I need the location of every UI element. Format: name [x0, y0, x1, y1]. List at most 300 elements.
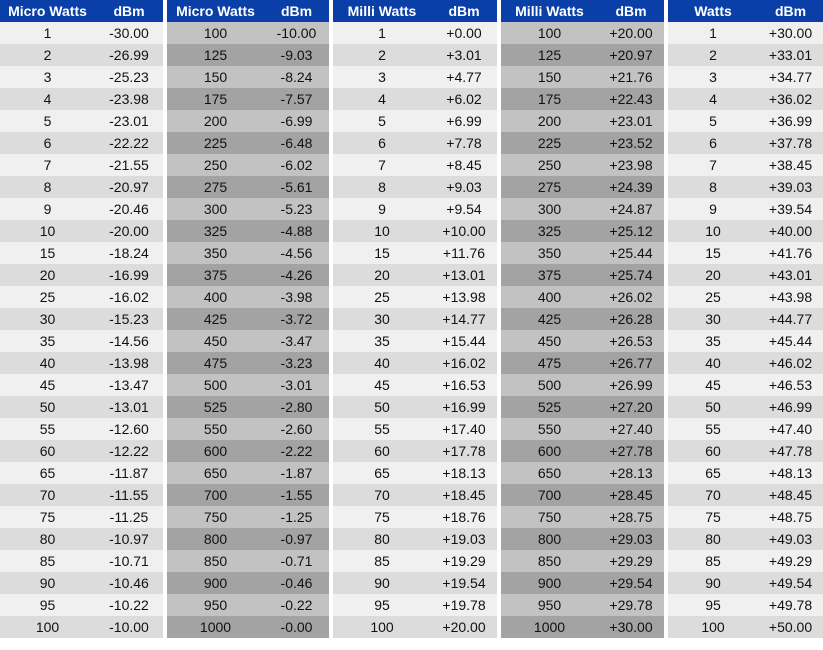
dbm-value-cell: -5.61 — [264, 176, 329, 198]
dbm-value-cell: +24.39 — [598, 176, 664, 198]
dbm-value-cell: +28.45 — [598, 484, 664, 506]
power-value-cell: 35 — [333, 330, 431, 352]
power-value-cell: 2 — [0, 44, 95, 66]
dbm-value-cell: +15.44 — [431, 330, 497, 352]
power-value-cell: 65 — [333, 462, 431, 484]
dbm-value-cell: +25.12 — [598, 220, 664, 242]
power-value-cell: 400 — [167, 286, 264, 308]
power-value-cell: 850 — [501, 550, 598, 572]
power-value-cell: 450 — [167, 330, 264, 352]
dbm-value-cell: +37.78 — [758, 132, 823, 154]
dbm-value-cell: +29.29 — [598, 550, 664, 572]
dbm-value-cell: +24.87 — [598, 198, 664, 220]
table-row — [0, 264, 823, 286]
dbm-value-cell: -1.87 — [264, 462, 329, 484]
power-value-cell: 60 — [0, 440, 95, 462]
dbm-value-cell: +4.77 — [431, 66, 497, 88]
power-value-cell: 70 — [333, 484, 431, 506]
dbm-value-cell: -16.02 — [95, 286, 163, 308]
power-value-cell: 50 — [333, 396, 431, 418]
table-row — [0, 440, 823, 462]
power-value-cell: 350 — [501, 242, 598, 264]
table-row — [0, 308, 823, 330]
table-row — [0, 550, 823, 572]
header-row — [0, 0, 823, 22]
dbm-value-cell: +26.02 — [598, 286, 664, 308]
dbm-value-cell: +21.76 — [598, 66, 664, 88]
table-body — [0, 22, 823, 638]
dbm-value-cell: -3.01 — [264, 374, 329, 396]
power-value-cell: 25 — [668, 286, 758, 308]
dbm-value-cell: +48.75 — [758, 506, 823, 528]
dbm-value-cell: +13.01 — [431, 264, 497, 286]
power-value-cell: 8 — [333, 176, 431, 198]
power-value-cell: 600 — [167, 440, 264, 462]
dbm-value-cell: +39.03 — [758, 176, 823, 198]
dbm-value-cell: -23.01 — [95, 110, 163, 132]
dbm-value-cell: +39.54 — [758, 198, 823, 220]
power-value-cell: 65 — [668, 462, 758, 484]
dbm-value-cell: -13.98 — [95, 352, 163, 374]
dbm-value-cell: +6.99 — [431, 110, 497, 132]
power-value-cell: 225 — [167, 132, 264, 154]
dbm-value-cell: +11.76 — [431, 242, 497, 264]
power-value-cell: 15 — [668, 242, 758, 264]
power-value-cell: 1 — [668, 22, 758, 44]
dbm-header: dBm — [598, 0, 664, 22]
power-value-cell: 150 — [501, 66, 598, 88]
table-row — [0, 572, 823, 594]
power-value-cell: 3 — [0, 66, 95, 88]
power-value-cell: 45 — [668, 374, 758, 396]
dbm-value-cell: +28.13 — [598, 462, 664, 484]
dbm-value-cell: +16.99 — [431, 396, 497, 418]
power-value-cell: 425 — [501, 308, 598, 330]
dbm-value-cell: +46.99 — [758, 396, 823, 418]
power-value-cell: 1 — [333, 22, 431, 44]
dbm-value-cell: -2.22 — [264, 440, 329, 462]
table-row — [0, 198, 823, 220]
dbm-value-cell: +49.54 — [758, 572, 823, 594]
power-value-cell: 650 — [501, 462, 598, 484]
dbm-value-cell: -10.71 — [95, 550, 163, 572]
power-value-cell: 40 — [668, 352, 758, 374]
power-value-cell: 35 — [668, 330, 758, 352]
power-value-cell: 35 — [0, 330, 95, 352]
dbm-value-cell: +26.28 — [598, 308, 664, 330]
power-value-cell: 4 — [668, 88, 758, 110]
dbm-value-cell: -25.23 — [95, 66, 163, 88]
table-row — [0, 22, 823, 44]
power-value-cell: 60 — [668, 440, 758, 462]
table-row — [0, 66, 823, 88]
power-value-cell: 275 — [167, 176, 264, 198]
dbm-value-cell: +7.78 — [431, 132, 497, 154]
power-value-cell: 175 — [501, 88, 598, 110]
power-value-cell: 70 — [0, 484, 95, 506]
power-value-cell: 5 — [333, 110, 431, 132]
dbm-value-cell: +9.03 — [431, 176, 497, 198]
dbm-value-cell: +30.00 — [758, 22, 823, 44]
dbm-value-cell: -6.99 — [264, 110, 329, 132]
dbm-value-cell: +9.54 — [431, 198, 497, 220]
table-row — [0, 396, 823, 418]
power-value-cell: 90 — [333, 572, 431, 594]
power-value-cell: 900 — [501, 572, 598, 594]
power-value-cell: 20 — [333, 264, 431, 286]
dbm-value-cell: +23.98 — [598, 154, 664, 176]
power-value-cell: 9 — [333, 198, 431, 220]
power-value-cell: 750 — [501, 506, 598, 528]
table-row — [0, 506, 823, 528]
dbm-value-cell: -0.71 — [264, 550, 329, 572]
dbm-value-cell: +38.45 — [758, 154, 823, 176]
power-value-cell: 30 — [333, 308, 431, 330]
power-value-cell: 500 — [167, 374, 264, 396]
dbm-value-cell: +8.45 — [431, 154, 497, 176]
dbm-value-cell: +29.03 — [598, 528, 664, 550]
power-value-cell: 50 — [0, 396, 95, 418]
power-value-cell: 25 — [0, 286, 95, 308]
dbm-value-cell: -6.02 — [264, 154, 329, 176]
power-value-cell: 200 — [167, 110, 264, 132]
dbm-value-cell: -11.25 — [95, 506, 163, 528]
dbm-value-cell: +43.98 — [758, 286, 823, 308]
power-value-cell: 750 — [167, 506, 264, 528]
dbm-value-cell: -1.55 — [264, 484, 329, 506]
dbm-value-cell: +18.13 — [431, 462, 497, 484]
power-value-cell: 1000 — [167, 616, 264, 638]
dbm-value-cell: +23.52 — [598, 132, 664, 154]
dbm-value-cell: -8.24 — [264, 66, 329, 88]
dbm-value-cell: +48.45 — [758, 484, 823, 506]
power-value-cell: 950 — [501, 594, 598, 616]
power-value-cell: 10 — [0, 220, 95, 242]
dbm-value-cell: +19.29 — [431, 550, 497, 572]
power-value-cell: 95 — [668, 594, 758, 616]
power-value-cell: 800 — [167, 528, 264, 550]
dbm-value-cell: +6.02 — [431, 88, 497, 110]
power-value-cell: 100 — [0, 616, 95, 638]
power-value-cell: 90 — [668, 572, 758, 594]
table-row — [0, 418, 823, 440]
dbm-value-cell: -0.97 — [264, 528, 329, 550]
power-value-cell: 525 — [167, 396, 264, 418]
dbm-value-cell: -6.48 — [264, 132, 329, 154]
power-value-cell: 1000 — [501, 616, 598, 638]
dbm-value-cell: +36.02 — [758, 88, 823, 110]
power-value-cell: 20 — [668, 264, 758, 286]
power-value-cell: 95 — [333, 594, 431, 616]
dbm-value-cell: -4.88 — [264, 220, 329, 242]
table-row — [0, 154, 823, 176]
power-value-cell: 65 — [0, 462, 95, 484]
table-row — [0, 330, 823, 352]
dbm-value-cell: +18.76 — [431, 506, 497, 528]
dbm-value-cell: -1.25 — [264, 506, 329, 528]
dbm-value-cell: -13.01 — [95, 396, 163, 418]
milli-watts-header: Milli Watts — [501, 0, 598, 22]
dbm-value-cell: +40.00 — [758, 220, 823, 242]
dbm-value-cell: -10.22 — [95, 594, 163, 616]
table-row — [0, 374, 823, 396]
power-value-cell: 2 — [333, 44, 431, 66]
power-value-cell: 100 — [501, 22, 598, 44]
power-value-cell: 400 — [501, 286, 598, 308]
power-value-cell: 45 — [333, 374, 431, 396]
table-row — [0, 616, 823, 638]
dbm-value-cell: +49.78 — [758, 594, 823, 616]
dbm-value-cell: -9.03 — [264, 44, 329, 66]
power-value-cell: 90 — [0, 572, 95, 594]
dbm-value-cell: -30.00 — [95, 22, 163, 44]
dbm-header: dBm — [758, 0, 823, 22]
milli-watts-header: Milli Watts — [333, 0, 431, 22]
dbm-value-cell: +34.77 — [758, 66, 823, 88]
power-value-cell: 80 — [333, 528, 431, 550]
dbm-value-cell: +20.00 — [431, 616, 497, 638]
power-value-cell: 30 — [0, 308, 95, 330]
dbm-value-cell: +33.01 — [758, 44, 823, 66]
power-value-cell: 8 — [668, 176, 758, 198]
table-row — [0, 88, 823, 110]
dbm-value-cell: +41.76 — [758, 242, 823, 264]
power-value-cell: 1 — [0, 22, 95, 44]
power-value-cell: 5 — [668, 110, 758, 132]
dbm-value-cell: +29.78 — [598, 594, 664, 616]
power-value-cell: 700 — [167, 484, 264, 506]
power-value-cell: 100 — [333, 616, 431, 638]
power-value-cell: 300 — [167, 198, 264, 220]
dbm-value-cell: +19.78 — [431, 594, 497, 616]
power-value-cell: 20 — [0, 264, 95, 286]
dbm-value-cell: +17.78 — [431, 440, 497, 462]
dbm-value-cell: -0.46 — [264, 572, 329, 594]
table-row — [0, 594, 823, 616]
dbm-value-cell: +30.00 — [598, 616, 664, 638]
table-row — [0, 242, 823, 264]
power-value-cell: 50 — [668, 396, 758, 418]
power-value-cell: 15 — [333, 242, 431, 264]
dbm-value-cell: -11.55 — [95, 484, 163, 506]
power-value-cell: 600 — [501, 440, 598, 462]
dbm-value-cell: -10.00 — [95, 616, 163, 638]
dbm-value-cell: -21.55 — [95, 154, 163, 176]
dbm-value-cell: -7.57 — [264, 88, 329, 110]
dbm-value-cell: +25.44 — [598, 242, 664, 264]
dbm-value-cell: +16.02 — [431, 352, 497, 374]
power-value-cell: 350 — [167, 242, 264, 264]
power-value-cell: 15 — [0, 242, 95, 264]
dbm-value-cell: +27.40 — [598, 418, 664, 440]
dbm-value-cell: +3.01 — [431, 44, 497, 66]
power-value-cell: 6 — [333, 132, 431, 154]
table-row — [0, 44, 823, 66]
dbm-value-cell: +25.74 — [598, 264, 664, 286]
dbm-value-cell: +29.54 — [598, 572, 664, 594]
dbm-value-cell: +44.77 — [758, 308, 823, 330]
dbm-value-cell: +27.20 — [598, 396, 664, 418]
dbm-value-cell: +47.78 — [758, 440, 823, 462]
power-value-cell: 225 — [501, 132, 598, 154]
power-value-cell: 850 — [167, 550, 264, 572]
power-value-cell: 125 — [167, 44, 264, 66]
dbm-value-cell: -22.22 — [95, 132, 163, 154]
table-row — [0, 110, 823, 132]
power-value-cell: 175 — [167, 88, 264, 110]
power-value-cell: 425 — [167, 308, 264, 330]
watts-header: Watts — [668, 0, 758, 22]
power-value-cell: 9 — [0, 198, 95, 220]
dbm-value-cell: +49.29 — [758, 550, 823, 572]
dbm-value-cell: +22.43 — [598, 88, 664, 110]
power-value-cell: 450 — [501, 330, 598, 352]
power-value-cell: 3 — [668, 66, 758, 88]
power-value-cell: 55 — [0, 418, 95, 440]
dbm-value-cell: -16.99 — [95, 264, 163, 286]
dbm-value-cell: -20.46 — [95, 198, 163, 220]
table-row — [0, 462, 823, 484]
micro-watts-header: Micro Watts — [167, 0, 264, 22]
power-value-cell: 10 — [668, 220, 758, 242]
dbm-value-cell: -14.56 — [95, 330, 163, 352]
dbm-value-cell: +48.13 — [758, 462, 823, 484]
dbm-value-cell: -0.00 — [264, 616, 329, 638]
dbm-value-cell: +47.40 — [758, 418, 823, 440]
dbm-value-cell: +27.78 — [598, 440, 664, 462]
power-value-cell: 525 — [501, 396, 598, 418]
dbm-value-cell: -10.00 — [264, 22, 329, 44]
power-value-cell: 325 — [501, 220, 598, 242]
dbm-value-cell: +26.77 — [598, 352, 664, 374]
power-value-cell: 9 — [668, 198, 758, 220]
table-row — [0, 220, 823, 242]
power-value-cell: 40 — [333, 352, 431, 374]
power-value-cell: 5 — [0, 110, 95, 132]
dbm-value-cell: -15.23 — [95, 308, 163, 330]
power-value-cell: 3 — [333, 66, 431, 88]
power-value-cell: 700 — [501, 484, 598, 506]
power-value-cell: 300 — [501, 198, 598, 220]
table-row — [0, 528, 823, 550]
dbm-value-cell: +28.75 — [598, 506, 664, 528]
power-value-cell: 55 — [333, 418, 431, 440]
power-value-cell: 550 — [501, 418, 598, 440]
power-value-cell: 40 — [0, 352, 95, 374]
power-value-cell: 250 — [167, 154, 264, 176]
power-value-cell: 70 — [668, 484, 758, 506]
dbm-value-cell: +10.00 — [431, 220, 497, 242]
dbm-value-cell: +49.03 — [758, 528, 823, 550]
dbm-value-cell: +20.97 — [598, 44, 664, 66]
dbm-header: dBm — [95, 0, 163, 22]
dbm-value-cell: -20.97 — [95, 176, 163, 198]
dbm-value-cell: -2.60 — [264, 418, 329, 440]
power-value-cell: 10 — [333, 220, 431, 242]
power-value-cell: 7 — [668, 154, 758, 176]
table-row — [0, 484, 823, 506]
dbm-value-cell: +26.53 — [598, 330, 664, 352]
power-value-cell: 4 — [333, 88, 431, 110]
power-value-cell: 275 — [501, 176, 598, 198]
dbm-value-cell: -3.98 — [264, 286, 329, 308]
dbm-value-cell: -12.60 — [95, 418, 163, 440]
dbm-value-cell: +14.77 — [431, 308, 497, 330]
power-value-cell: 75 — [333, 506, 431, 528]
power-value-cell: 200 — [501, 110, 598, 132]
power-value-cell: 475 — [167, 352, 264, 374]
dbm-value-cell: -4.26 — [264, 264, 329, 286]
power-value-cell: 75 — [0, 506, 95, 528]
power-value-cell: 125 — [501, 44, 598, 66]
power-value-cell: 500 — [501, 374, 598, 396]
power-value-cell: 650 — [167, 462, 264, 484]
power-value-cell: 75 — [668, 506, 758, 528]
power-value-cell: 80 — [668, 528, 758, 550]
dbm-value-cell: -5.23 — [264, 198, 329, 220]
power-value-cell: 7 — [333, 154, 431, 176]
dbm-value-cell: -12.22 — [95, 440, 163, 462]
dbm-value-cell: -26.99 — [95, 44, 163, 66]
dbm-value-cell: +23.01 — [598, 110, 664, 132]
power-value-cell: 30 — [668, 308, 758, 330]
table-row — [0, 352, 823, 374]
power-value-cell: 8 — [0, 176, 95, 198]
dbm-header: dBm — [431, 0, 497, 22]
power-value-cell: 85 — [333, 550, 431, 572]
power-value-cell: 100 — [167, 22, 264, 44]
dbm-value-cell: -2.80 — [264, 396, 329, 418]
dbm-value-cell: -20.00 — [95, 220, 163, 242]
power-value-cell: 950 — [167, 594, 264, 616]
power-value-cell: 60 — [333, 440, 431, 462]
dbm-value-cell: +17.40 — [431, 418, 497, 440]
power-value-cell: 55 — [668, 418, 758, 440]
dbm-value-cell: -3.47 — [264, 330, 329, 352]
dbm-value-cell: +0.00 — [431, 22, 497, 44]
dbm-value-cell: +19.54 — [431, 572, 497, 594]
dbm-value-cell: +26.99 — [598, 374, 664, 396]
dbm-value-cell: +43.01 — [758, 264, 823, 286]
dbm-value-cell: +45.44 — [758, 330, 823, 352]
dbm-value-cell: -23.98 — [95, 88, 163, 110]
power-value-cell: 2 — [668, 44, 758, 66]
dbm-value-cell: -10.97 — [95, 528, 163, 550]
dbm-value-cell: +50.00 — [758, 616, 823, 638]
power-value-cell: 4 — [0, 88, 95, 110]
dbm-value-cell: -3.23 — [264, 352, 329, 374]
power-value-cell: 85 — [0, 550, 95, 572]
power-value-cell: 900 — [167, 572, 264, 594]
power-value-cell: 550 — [167, 418, 264, 440]
power-value-cell: 375 — [167, 264, 264, 286]
power-value-cell: 6 — [668, 132, 758, 154]
dbm-value-cell: +16.53 — [431, 374, 497, 396]
dbm-value-cell: -11.87 — [95, 462, 163, 484]
power-value-cell: 80 — [0, 528, 95, 550]
table-row — [0, 176, 823, 198]
micro-watts-header: Micro Watts — [0, 0, 95, 22]
power-value-cell: 150 — [167, 66, 264, 88]
power-value-cell: 800 — [501, 528, 598, 550]
dbm-value-cell: +46.02 — [758, 352, 823, 374]
power-value-cell: 25 — [333, 286, 431, 308]
power-value-cell: 375 — [501, 264, 598, 286]
dbm-header: dBm — [264, 0, 329, 22]
dbm-value-cell: -18.24 — [95, 242, 163, 264]
table-row — [0, 286, 823, 308]
dbm-value-cell: -10.46 — [95, 572, 163, 594]
